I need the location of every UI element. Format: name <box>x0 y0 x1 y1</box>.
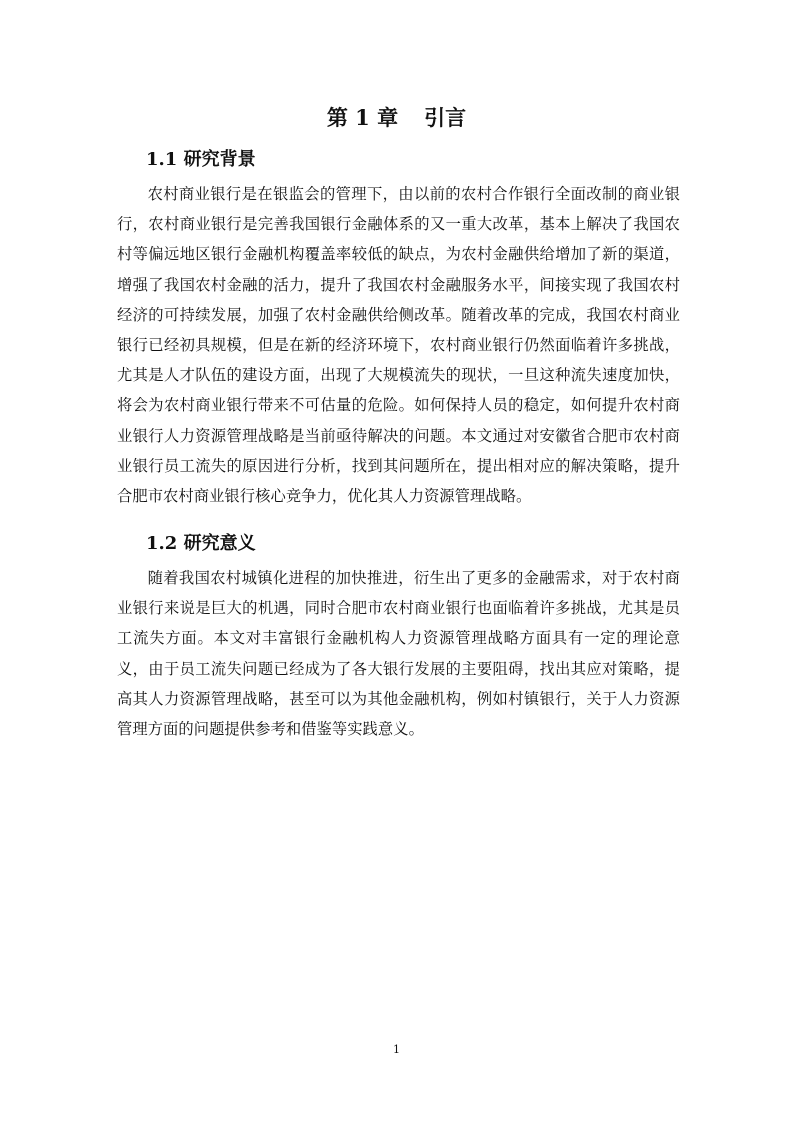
page-number: 1 <box>393 1043 400 1056</box>
chapter-name: 引言 <box>424 105 467 130</box>
chapter-number: 第 1 章 <box>326 105 399 130</box>
chapter-title <box>0 104 793 132</box>
section-heading-research-background: 1.1 研究背景 <box>146 149 256 170</box>
paragraph-research-significance: 随着我国农村城镇化进程的加快推进，衍生出了更多的金融需求，对于农村商业银行来说是巨大的机遇，同时合肥市农村商业银行也面临着许多挑战，尤其是员工流失方面。本文对丰富银行金融机构人力资源管理战略方面具有一定的理论意义，由于员工流失问题已经成为了各大银行发展的主要阻碍，找出其应对策略，提高其人力资源管理战略，甚至可以为其他金融机构，例如村镇银行，关于人力资源管理方面的问题提供参考和借鉴等实践意义。 <box>117 569 680 739</box>
paragraph-research-background: 农村商业银行是在银监会的管理下，由以前的农村合作银行全面改制的商业银行，农村商业银行是完善我国银行金融体系的又一重大改革，基本上解决了我国农村等偏远地区银行金融机构覆盖率较低的缺点，为农村金融供给增加了新的渠道，增强了我国农村金融的活力，提升了我国农村金融服务水平，间接实现了我国农村经济的可持续发展，加强了农村金融供给侧改革。随着改革的完成，我国农村商业银行已经初具规模，但是在新的经济环境下，农村商业银行仍然面临着许多挑战，尤其是人才队伍的建设方面，出现了大规模流失的现状，一旦这种流失速度加快，将会为农村商业银行带来不可估量的危险。如何保持人员的稳定，如何提升农村商业银行人力资源管理战略是当前亟待解决的问题。本文通过对安徽省合肥市农村商业银行员工流失的原因进行分析，找到其问题所在，提出相对应的解决策略，提升合肥市农村商业银行核心竞争力，优化其人力资源管理战略。 <box>117 185 680 506</box>
section-heading-research-significance: 1.2 研究意义 <box>146 533 256 554</box>
